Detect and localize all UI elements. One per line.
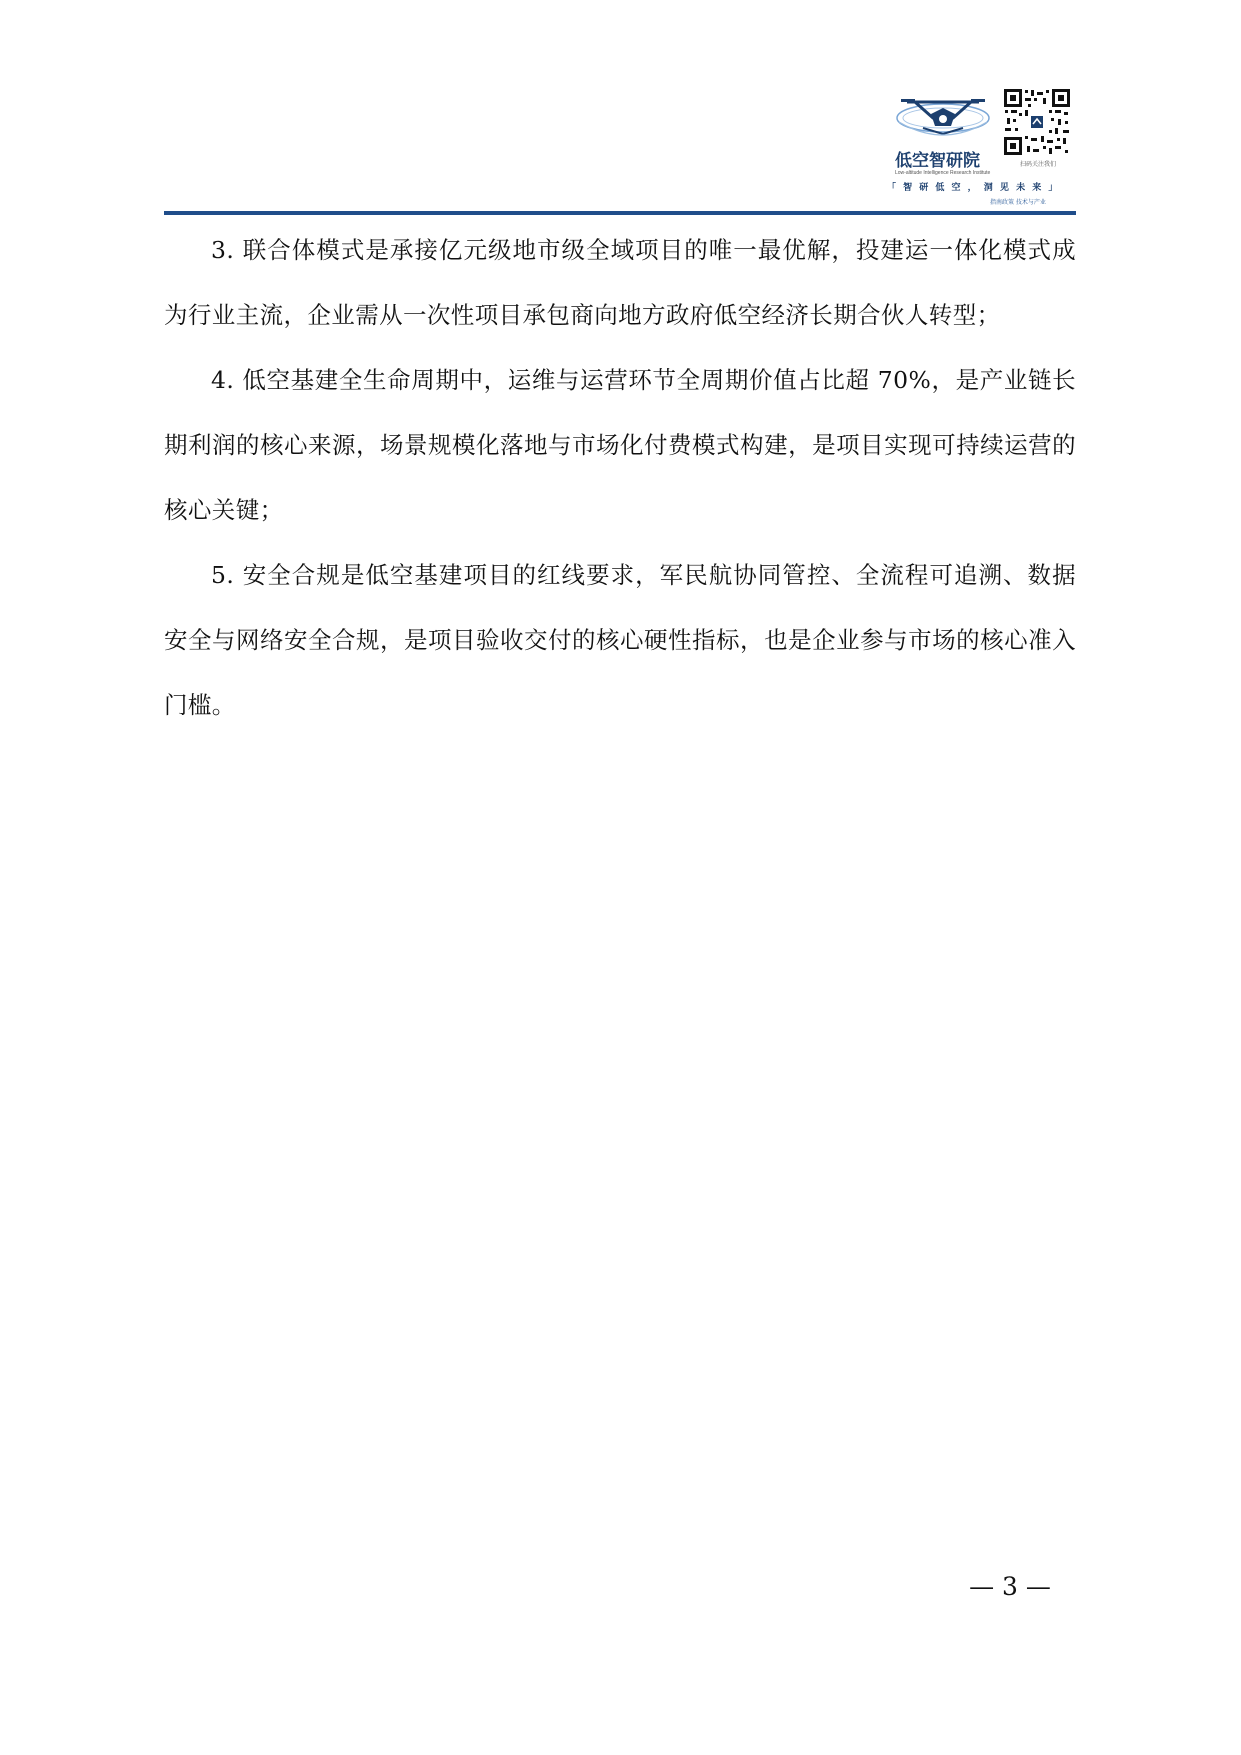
tagline: 指南政策 技术与产业 xyxy=(990,199,1046,206)
qr-code-icon xyxy=(1003,88,1071,156)
qr-code-block xyxy=(1003,88,1071,170)
logo-name: 低空智研院 xyxy=(895,151,980,171)
qr-caption: 扫码关注我们 xyxy=(1019,161,1056,168)
paragraph-5: 5. 安全合规是低空基建项目的红线要求，军民航协同管控、全流程可追溯、数据安全与网络安全合规，是项目验收交付的核心硬性指标，也是企业参与市场的核心准入门槛。 xyxy=(164,561,1076,719)
slogan: 「 智 研 低 空 ， 洞 见 未 来 」 xyxy=(887,183,1060,193)
header-divider xyxy=(164,211,1076,215)
paragraph-3: 3. 联合体模式是承接亿元级地市级全域项目的唯一最优解，投建运一体化模式成为行业主流，企业需从一次性项目承包商向地方政府低空经济长期合伙人转型； xyxy=(164,236,1076,329)
paragraph-4: 4. 低空基建全生命周期中，运维与运营环节全周期价值占比超 70%，是产业链长期利润的核心来源，场景规模化落地与市场化付费模式构建，是项目实现可持续运营的核心关键； xyxy=(164,366,1076,524)
page-header xyxy=(0,0,1241,220)
logo-english-name: Low-altitude Intelligence Research Institute xyxy=(895,170,991,176)
page-number: — 3 — xyxy=(969,1572,1051,1601)
drone-logo-icon xyxy=(893,88,993,150)
document-body xyxy=(164,218,1076,738)
